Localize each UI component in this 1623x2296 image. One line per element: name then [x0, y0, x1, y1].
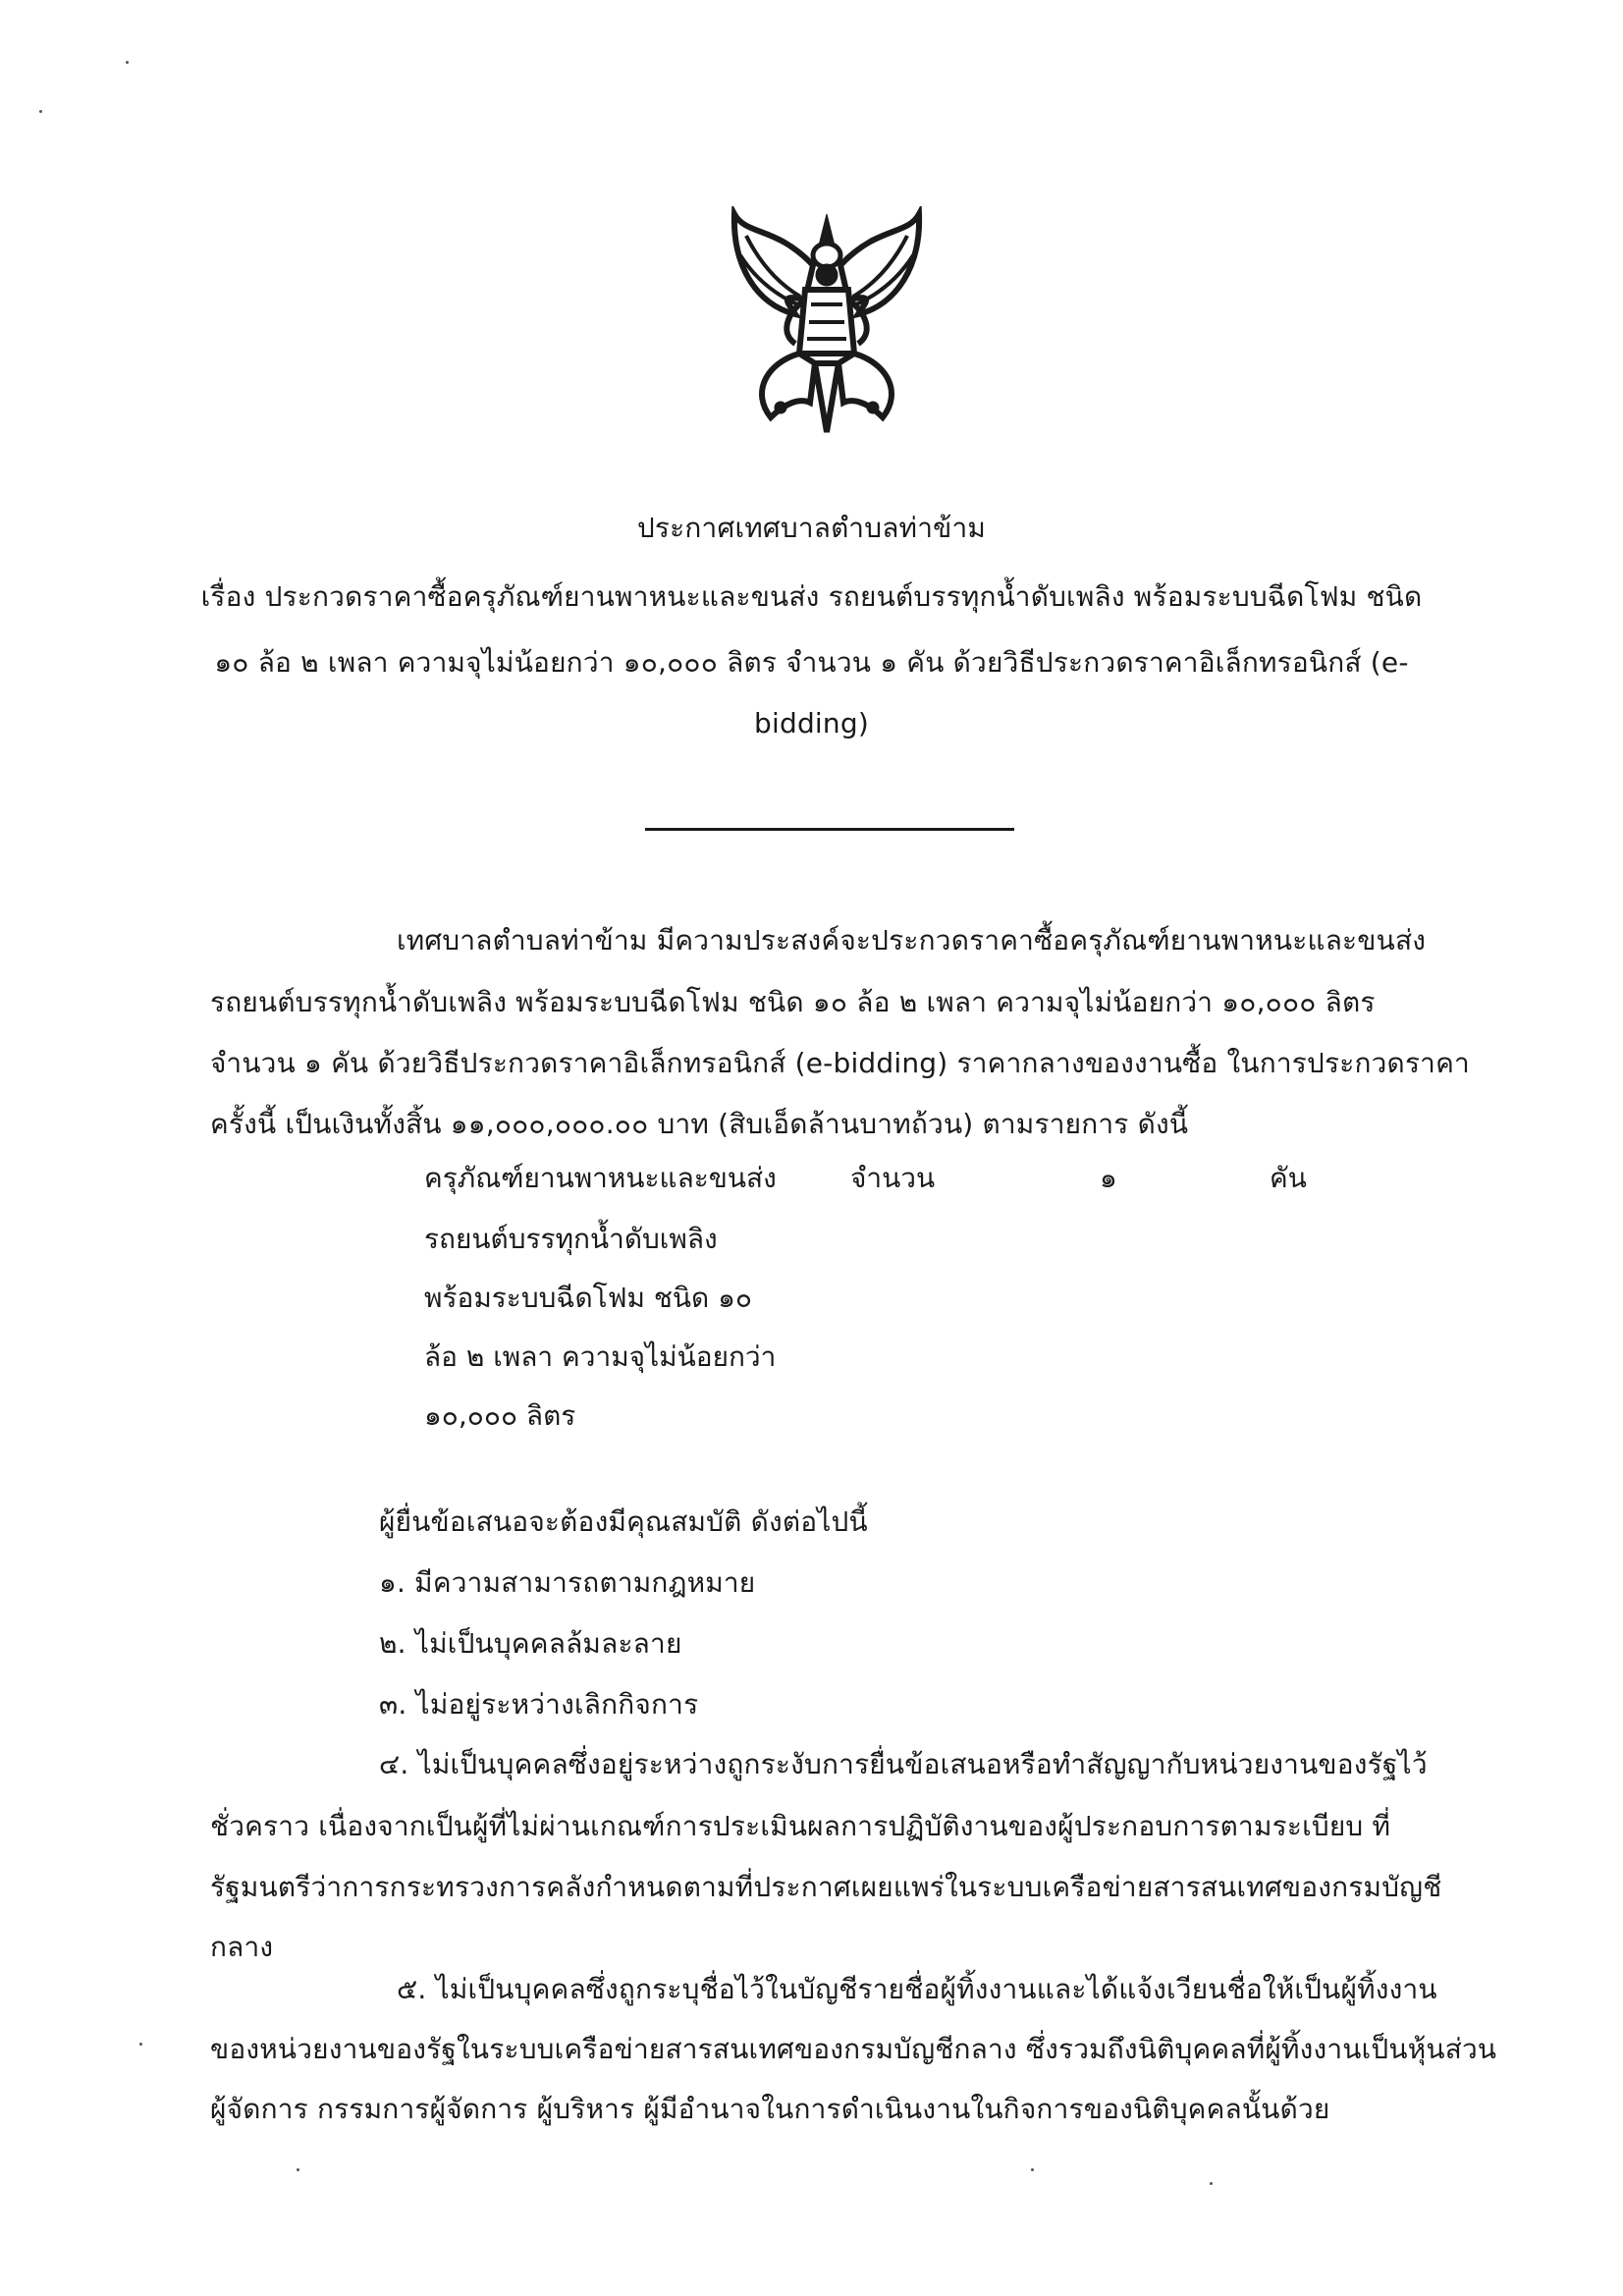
item-description-line: ครุภัณฑ์ยานพาหนะและขนส่ง [424, 1162, 777, 1194]
item-description-line: ล้อ ๒ เพลา ความจุไม่น้อยกว่า [424, 1340, 777, 1373]
scan-speck [139, 2043, 142, 2046]
qualification-line: ผู้จัดการ กรรมการผู้จัดการ ผู้บริหาร ผู้มีอำนาจในการดำเนินงานในกิจการของนิติบุคคลนั้นด้วย [210, 2093, 1330, 2125]
qualification-line: ๑. มีความสามารถตามกฎหมาย [379, 1566, 756, 1599]
qualification-line: ของหน่วยงานของรัฐในระบบเครือข่ายสารสนเทศของกรมบัญชีกลาง ซึ่งรวมถึงนิติบุคคลที่ผู้ทิ้งงานเป็นหุ้นส่วน [210, 2033, 1497, 2065]
qualifications-heading: ผู้ยื่นข้อเสนอจะต้องมีคุณสมบัติ ดังต่อไปนี้ [379, 1505, 868, 1538]
item-unit: คัน [1270, 1162, 1307, 1194]
scan-speck [1031, 2168, 1034, 2171]
item-description-line: พร้อมระบบฉีดโฟม ชนิด ๑๐ [424, 1282, 752, 1314]
item-quantity: ๑ [1100, 1162, 1117, 1194]
intro-line: รถยนต์บรรทุกน้ำดับเพลิง พร้อมระบบฉีดโฟม ชนิด ๑๐ ล้อ ๒ เพลา ความจุไม่น้อยกว่า ๑๐,๐๐๐ ลิตร [210, 986, 1376, 1018]
subject-line: bidding) [754, 707, 869, 739]
garuda-emblem-icon [727, 206, 928, 437]
qualification-line: กลาง [210, 1931, 274, 1963]
title-divider [645, 828, 1014, 831]
qualification-line: ๓. ไม่อยู่ระหว่างเลิกกิจการ [379, 1688, 699, 1721]
item-description-line: ๑๐,๐๐๐ ลิตร [424, 1399, 576, 1432]
item-quantity-label: จำนวน [850, 1162, 936, 1194]
intro-line: เทศบาลตำบลท่าข้าม มีความประสงค์จะประกวดราคาซื้อครุภัณฑ์ยานพาหนะและขนส่ง [397, 924, 1427, 957]
intro-line: จำนวน ๑ คัน ด้วยวิธีประกวดราคาอิเล็กทรอนิกส์ (e-bidding) ราคากลางของงานซื้อ ในการประกวดราคา [210, 1047, 1470, 1079]
qualification-line: ๕. ไม่เป็นบุคคลซึ่งถูกระบุชื่อไว้ในบัญชีรายชื่อผู้ทิ้งงานและได้แจ้งเวียนชื่อให้เป็นผู้ทิ้งงาน [397, 1973, 1437, 2005]
item-description-line: รถยนต์บรรทุกน้ำดับเพลิง [424, 1223, 718, 1255]
document-title: ประกาศเทศบาลตำบลท่าข้าม [636, 512, 987, 544]
subject-line: ๑๐ ล้อ ๒ เพลา ความจุไม่น้อยกว่า ๑๐,๐๐๐ ลิตร จำนวน ๑ คัน ด้วยวิธีประกวดราคาอิเล็กทรอนิกส์ (e- [214, 646, 1409, 679]
qualification-line: ๔. ไม่เป็นบุคคลซึ่งอยู่ระหว่างถูกระงับการยื่นข้อเสนอหรือทำสัญญากับหน่วยงานของรัฐไว้ [379, 1748, 1428, 1780]
intro-line: ครั้งนี้ เป็นเงินทั้งสิ้น ๑๑,๐๐๐,๐๐๐.๐๐ บาท (สิบเอ็ดล้านบาทถ้วน) ตามรายการ ดังนี้ [210, 1108, 1189, 1140]
scan-speck [297, 2168, 299, 2171]
subject-line: เรื่อง ประกวดราคาซื้อครุภัณฑ์ยานพาหนะและขนส่ง รถยนต์บรรทุกน้ำดับเพลิง พร้อมระบบฉีดโฟม ชนิด [200, 580, 1423, 613]
qualification-line: รัฐมนตรีว่าการกระทรวงการคลังกำหนดตามที่ประกาศเผยแพร่ในระบบเครือข่ายสารสนเทศของกรมบัญชี [210, 1871, 1442, 1903]
scan-speck [126, 61, 129, 64]
scan-speck [1210, 2182, 1213, 2185]
qualification-line: ๒. ไม่เป็นบุคคลล้มละลาย [379, 1627, 682, 1660]
scan-speck [39, 110, 42, 113]
qualification-line: ชั่วคราว เนื่องจากเป็นผู้ที่ไม่ผ่านเกณฑ์การประเมินผลการปฏิบัติงานของผู้ประกอบการตามระเบียบ ที่ [210, 1810, 1391, 1842]
